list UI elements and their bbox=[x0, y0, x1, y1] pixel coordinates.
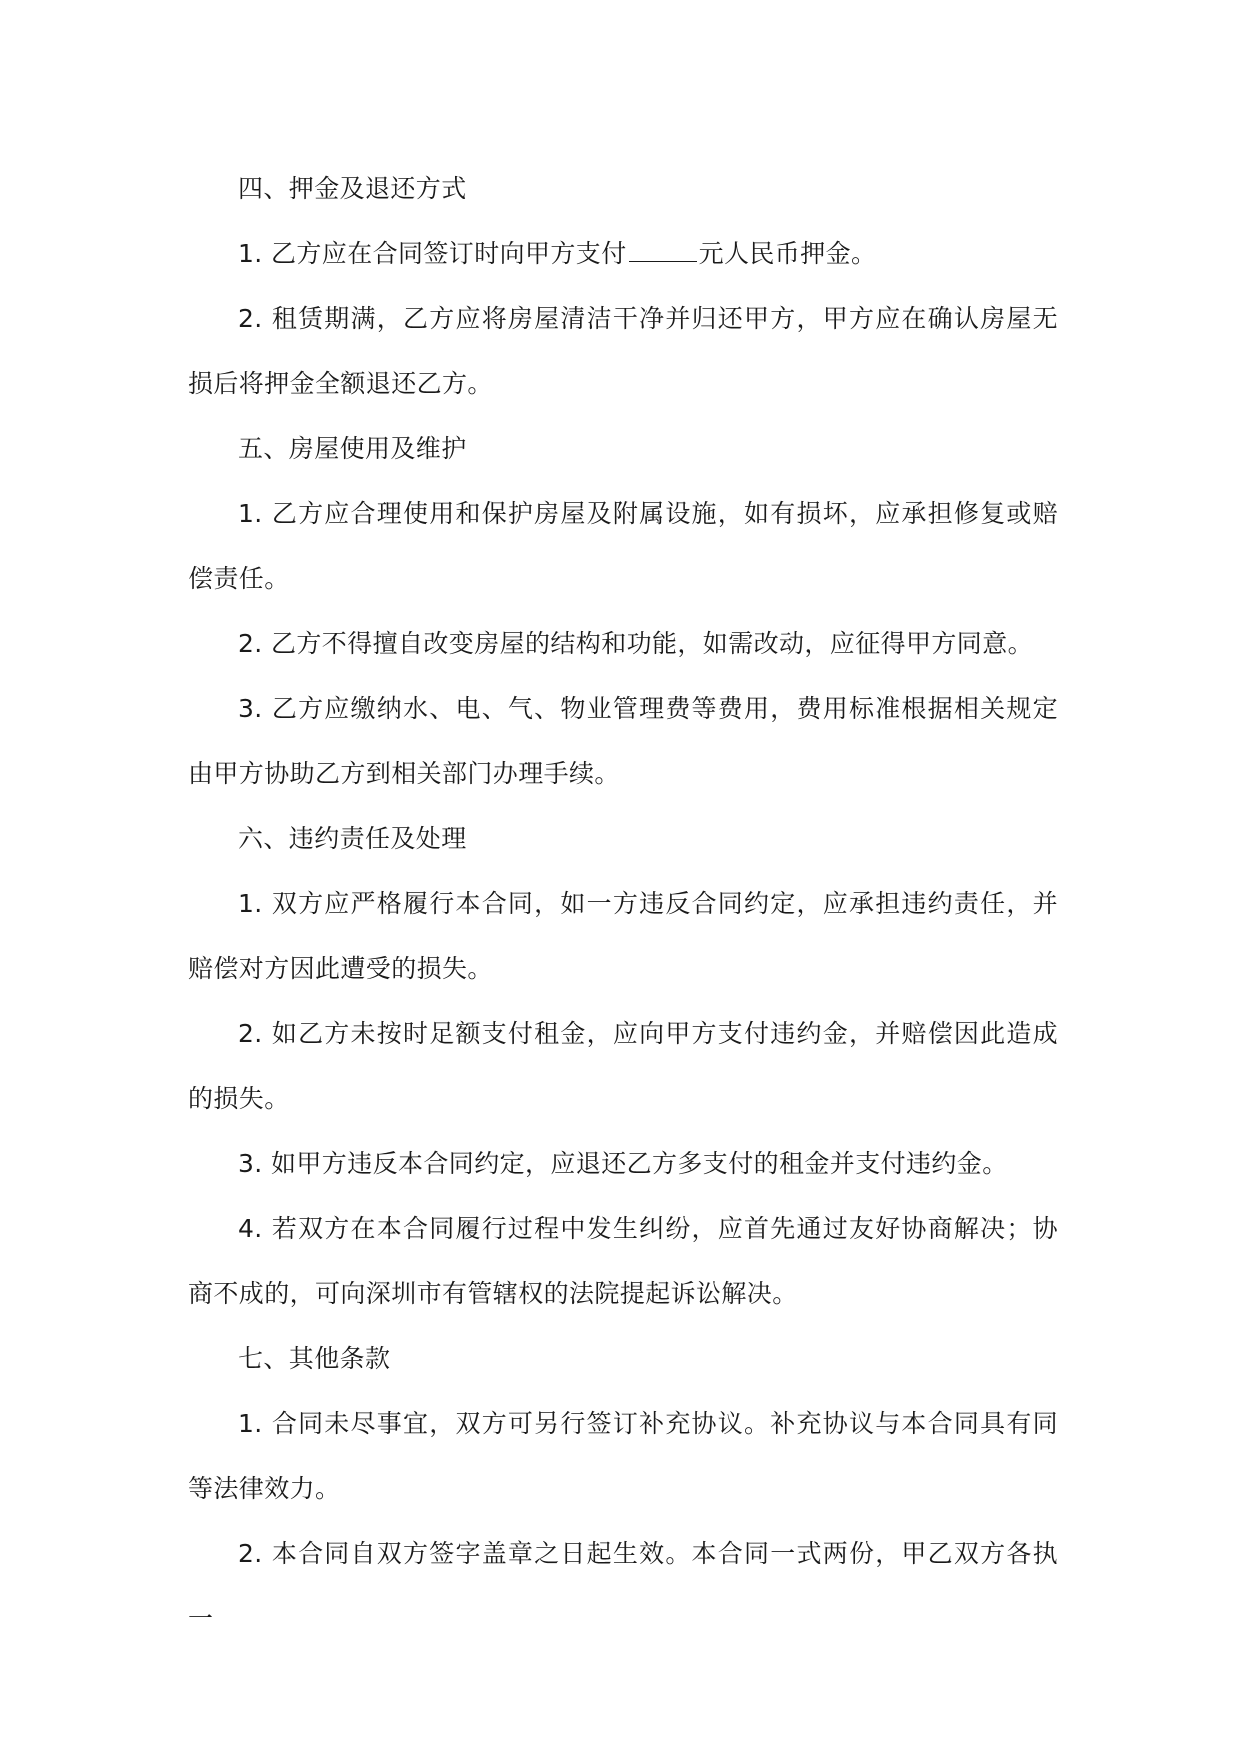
section-5-heading: 五、房屋使用及维护 bbox=[238, 434, 467, 463]
section-6-clause-2: 2. 如乙方未按时足额支付租金，应向甲方支付违约金，并赔偿因此造成的损失。 bbox=[188, 1019, 1058, 1113]
section-4-heading: 四、押金及退还方式 bbox=[238, 174, 467, 203]
section-5-clause-3: 3. 乙方应缴纳水、电、气、物业管理费等费用，费用标准根据相关规定由甲方协助乙方到相关部门办理手续。 bbox=[188, 694, 1058, 788]
section-7-heading: 七、其他条款 bbox=[238, 1344, 391, 1373]
section-7-clause-1: 1. 合同未尽事宜，双方可另行签订补充协议。补充协议与本合同具有同等法律效力。 bbox=[188, 1409, 1058, 1503]
clause-text: 元人民币押金。 bbox=[698, 239, 877, 268]
section-5-clause-2: 2. 乙方不得擅自改变房屋的结构和功能，如需改动，应征得甲方同意。 bbox=[238, 629, 1034, 658]
amount-blank bbox=[629, 243, 697, 262]
section-6-clause-1: 1. 双方应严格履行本合同，如一方违反合同约定，应承担违约责任，并赔偿对方因此遭受的损失。 bbox=[188, 889, 1058, 983]
section-7-clause-2: 2. 本合同自双方签字盖章之日起生效。本合同一式两份，甲乙双方各执一 bbox=[188, 1539, 1058, 1633]
section-5-clause-1: 1. 乙方应合理使用和保护房屋及附属设施，如有损坏，应承担修复或赔偿责任。 bbox=[188, 499, 1058, 593]
section-4-clause-1 bbox=[188, 221, 1058, 286]
document-body bbox=[188, 156, 1058, 1651]
section-6-heading: 六、违约责任及处理 bbox=[238, 824, 467, 853]
clause-text: 1. 乙方应在合同签订时向甲方支付 bbox=[238, 239, 627, 268]
section-6-clause-4: 4. 若双方在本合同履行过程中发生纠纷，应首先通过友好协商解决；协商不成的，可向深圳市有管辖权的法院提起诉讼解决。 bbox=[188, 1214, 1058, 1308]
section-4-clause-2: 2. 租赁期满，乙方应将房屋清洁干净并归还甲方，甲方应在确认房屋无损后将押金全额退还乙方。 bbox=[188, 304, 1058, 398]
section-6-clause-3: 3. 如甲方违反本合同约定，应退还乙方多支付的租金并支付违约金。 bbox=[238, 1149, 1008, 1178]
